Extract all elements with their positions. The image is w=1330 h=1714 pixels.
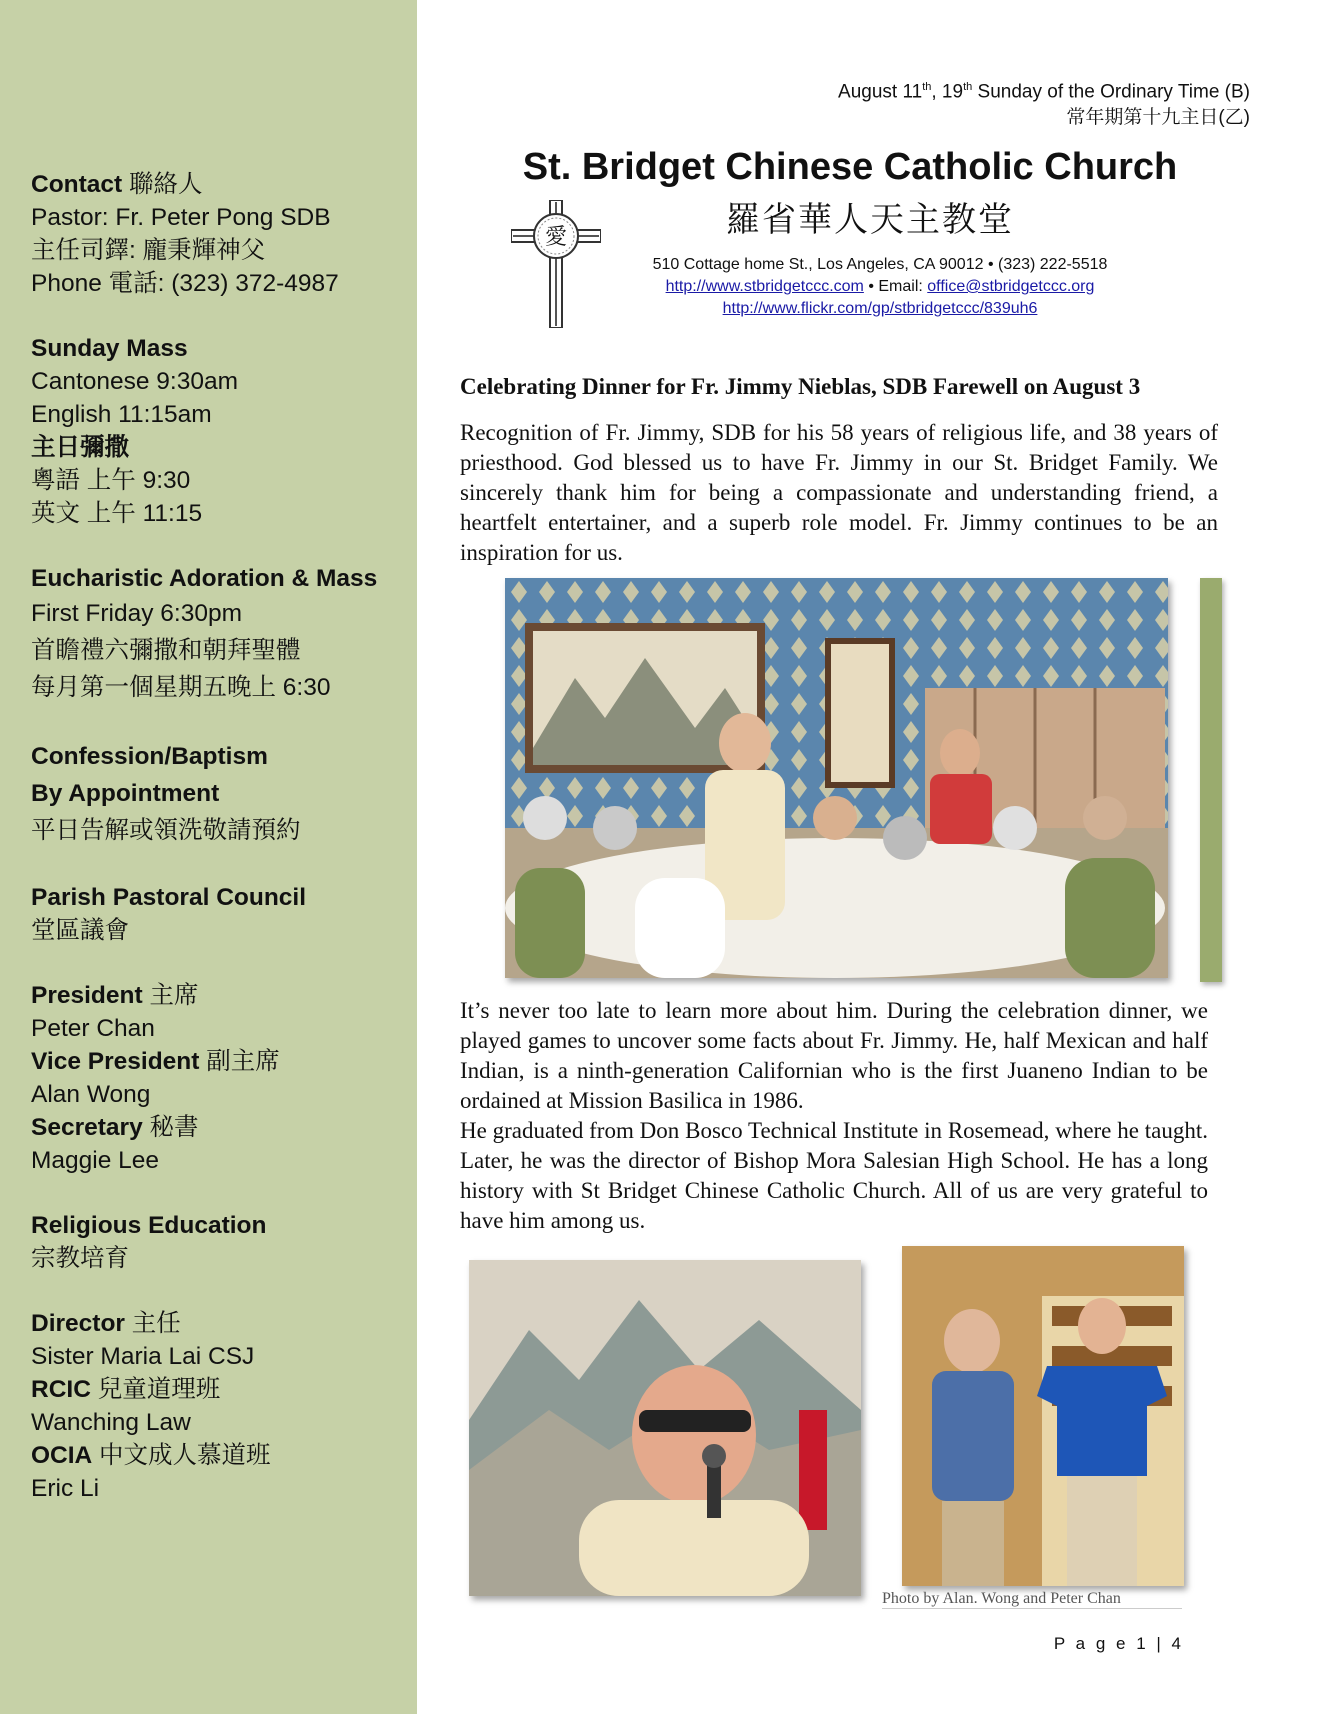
vp-cn: 副主席 — [199, 1048, 280, 1075]
contact-block — [600, 254, 1160, 320]
church-logo-cross-icon — [511, 200, 601, 328]
dinner-photo-speaker — [469, 1260, 861, 1596]
ocia-name: Eric Li — [31, 1475, 100, 1502]
council-cn: 堂區議會 — [31, 917, 129, 944]
adoration-section — [31, 562, 417, 706]
confession-section — [31, 738, 417, 849]
email-label: • Email: — [863, 278, 928, 295]
mass-title-cn: 主日彌撒 — [31, 434, 129, 461]
phone-line: Phone 電話: (323) 372-4987 — [31, 270, 339, 297]
date-sup1: th — [922, 81, 932, 93]
mass-english-cn: 英文 上午 11:15 — [31, 500, 203, 527]
ocia-label: OCIA — [31, 1442, 93, 1469]
president-cn: 主席 — [142, 982, 199, 1009]
president-name: Peter Chan — [31, 1015, 155, 1042]
church-name: St. Bridget Chinese Catholic Church — [522, 146, 1178, 188]
date-cn: 常年期第十九主日(乙) — [1066, 107, 1250, 129]
confession-sub: By Appointment — [31, 780, 220, 807]
date-prefix: August 11 — [838, 81, 923, 103]
council-title: Parish Pastoral Council — [31, 884, 307, 911]
adoration-time: First Friday 6:30pm — [31, 600, 243, 627]
pastor-cn-line: 主任司鐸: 龐秉輝神父 — [31, 237, 266, 264]
director-cn: 主任 — [124, 1310, 181, 1337]
logo-char: 愛 — [544, 225, 568, 250]
email-link[interactable]: office@stbridgetccc.org — [927, 278, 1095, 295]
contact-title-cn: 聯絡人 — [122, 171, 203, 198]
education-staff-section — [31, 1307, 417, 1505]
sunday-mass-title: Sunday Mass — [31, 335, 188, 362]
pastor-line: Pastor: Fr. Peter Pong SDB — [31, 204, 331, 231]
page-label: P a g e — [1053, 1634, 1129, 1653]
address: 510 Cottage home St., Los Angeles, CA 90012 • (323) 222-5518 — [652, 256, 1108, 273]
secretary-cn: 秘書 — [142, 1114, 199, 1141]
confession-title: Confession/Baptism — [31, 743, 268, 770]
contact-title: Contact — [31, 171, 123, 198]
photo-caption: Photo by Alan. Wong and Peter Chan — [882, 1590, 1182, 1609]
dinner-photo-main — [505, 578, 1168, 978]
confession-cn: 平日告解或領洗敬請預約 — [31, 817, 301, 844]
paragraph-1: Recognition of Fr. Jimmy, SDB for his 58 years of religious life, and 38 years of priesthood. God blessed us to have Fr. Jimmy in our St. Bridget Family. We sincerely thank him for being a compassionate and understanding friend, a heartfelt entertainer, and a superb role model. Fr. Jimmy continues to be an inspiration for us. — [460, 420, 1218, 565]
officers-section — [31, 979, 417, 1177]
contact-section — [31, 168, 417, 300]
mass-cantonese: Cantonese 9:30am — [31, 368, 239, 395]
president-label: President — [31, 982, 143, 1009]
secretary-label: Secretary — [31, 1114, 143, 1141]
vp-name: Alan Wong — [31, 1081, 151, 1108]
mass-english: English 11:15am — [31, 401, 212, 428]
secretary-name: Maggie Lee — [31, 1147, 160, 1174]
rcic-label: RCIC — [31, 1376, 91, 1403]
article-title: Celebrating Dinner for Fr. Jimmy Nieblas, SDB Farewell on August 3 — [460, 374, 1141, 399]
sunday-mass-section — [31, 332, 417, 530]
accent-bar — [1200, 578, 1222, 982]
council-section — [31, 881, 417, 947]
page-number — [1054, 1634, 1184, 1654]
education-section — [31, 1209, 417, 1275]
date-mid: , 19 — [931, 81, 964, 103]
director-name: Sister Maria Lai CSJ — [31, 1343, 255, 1370]
ocia-cn: 中文成人慕道班 — [92, 1442, 271, 1469]
rcic-name: Wanching Law — [31, 1409, 191, 1436]
sidebar — [0, 0, 417, 1714]
vp-label: Vice President — [31, 1048, 200, 1075]
adoration-cn2: 每月第一個星期五晚上 6:30 — [31, 674, 331, 701]
paragraph-2a: It’s never too late to learn more about him. During the celebration dinner, we played games to uncover some facts about Fr. Jimmy. He, half Mexican and half Indian, is a ninth-generation Californian who is the first Juaneno Indian to be ordained at Mission Basilica in 1986. — [460, 998, 1208, 1113]
date-sup2: th — [963, 81, 973, 93]
website-link[interactable]: http://www.stbridgetccc.com — [665, 278, 864, 295]
education-title: Religious Education — [31, 1212, 267, 1239]
mass-cantonese-cn: 粵語 上午 9:30 — [31, 467, 191, 494]
adoration-cn1: 首瞻禮六彌撒和朝拜聖體 — [31, 637, 301, 664]
adoration-title: Eucharistic Adoration & Mass — [31, 565, 378, 592]
church-name-cn: 羅省華人天主教堂 — [726, 201, 1014, 239]
rcic-cn: 兒童道理班 — [90, 1376, 221, 1403]
dinner-photo-shirt — [902, 1246, 1184, 1586]
paragraph-2b: He graduated from Don Bosco Technical Institute in Rosemead, where he taught. Later, he was the director of Bishop Mora Salesian High School. He has a long history with St Bridget Chinese Catholic Church. All of us are very grateful to have him among us. — [460, 1118, 1208, 1233]
education-cn: 宗教培育 — [31, 1245, 129, 1272]
date-line — [838, 74, 1250, 131]
paragraph-2 — [460, 996, 1208, 1236]
date-suffix: Sunday of the Ordinary Time (B) — [972, 81, 1250, 103]
page-num-value: 1 | 4 — [1128, 1634, 1184, 1653]
flickr-link[interactable]: http://www.flickr.com/gp/stbridgetccc/839uh6 — [722, 300, 1038, 317]
director-label: Director — [31, 1310, 125, 1337]
